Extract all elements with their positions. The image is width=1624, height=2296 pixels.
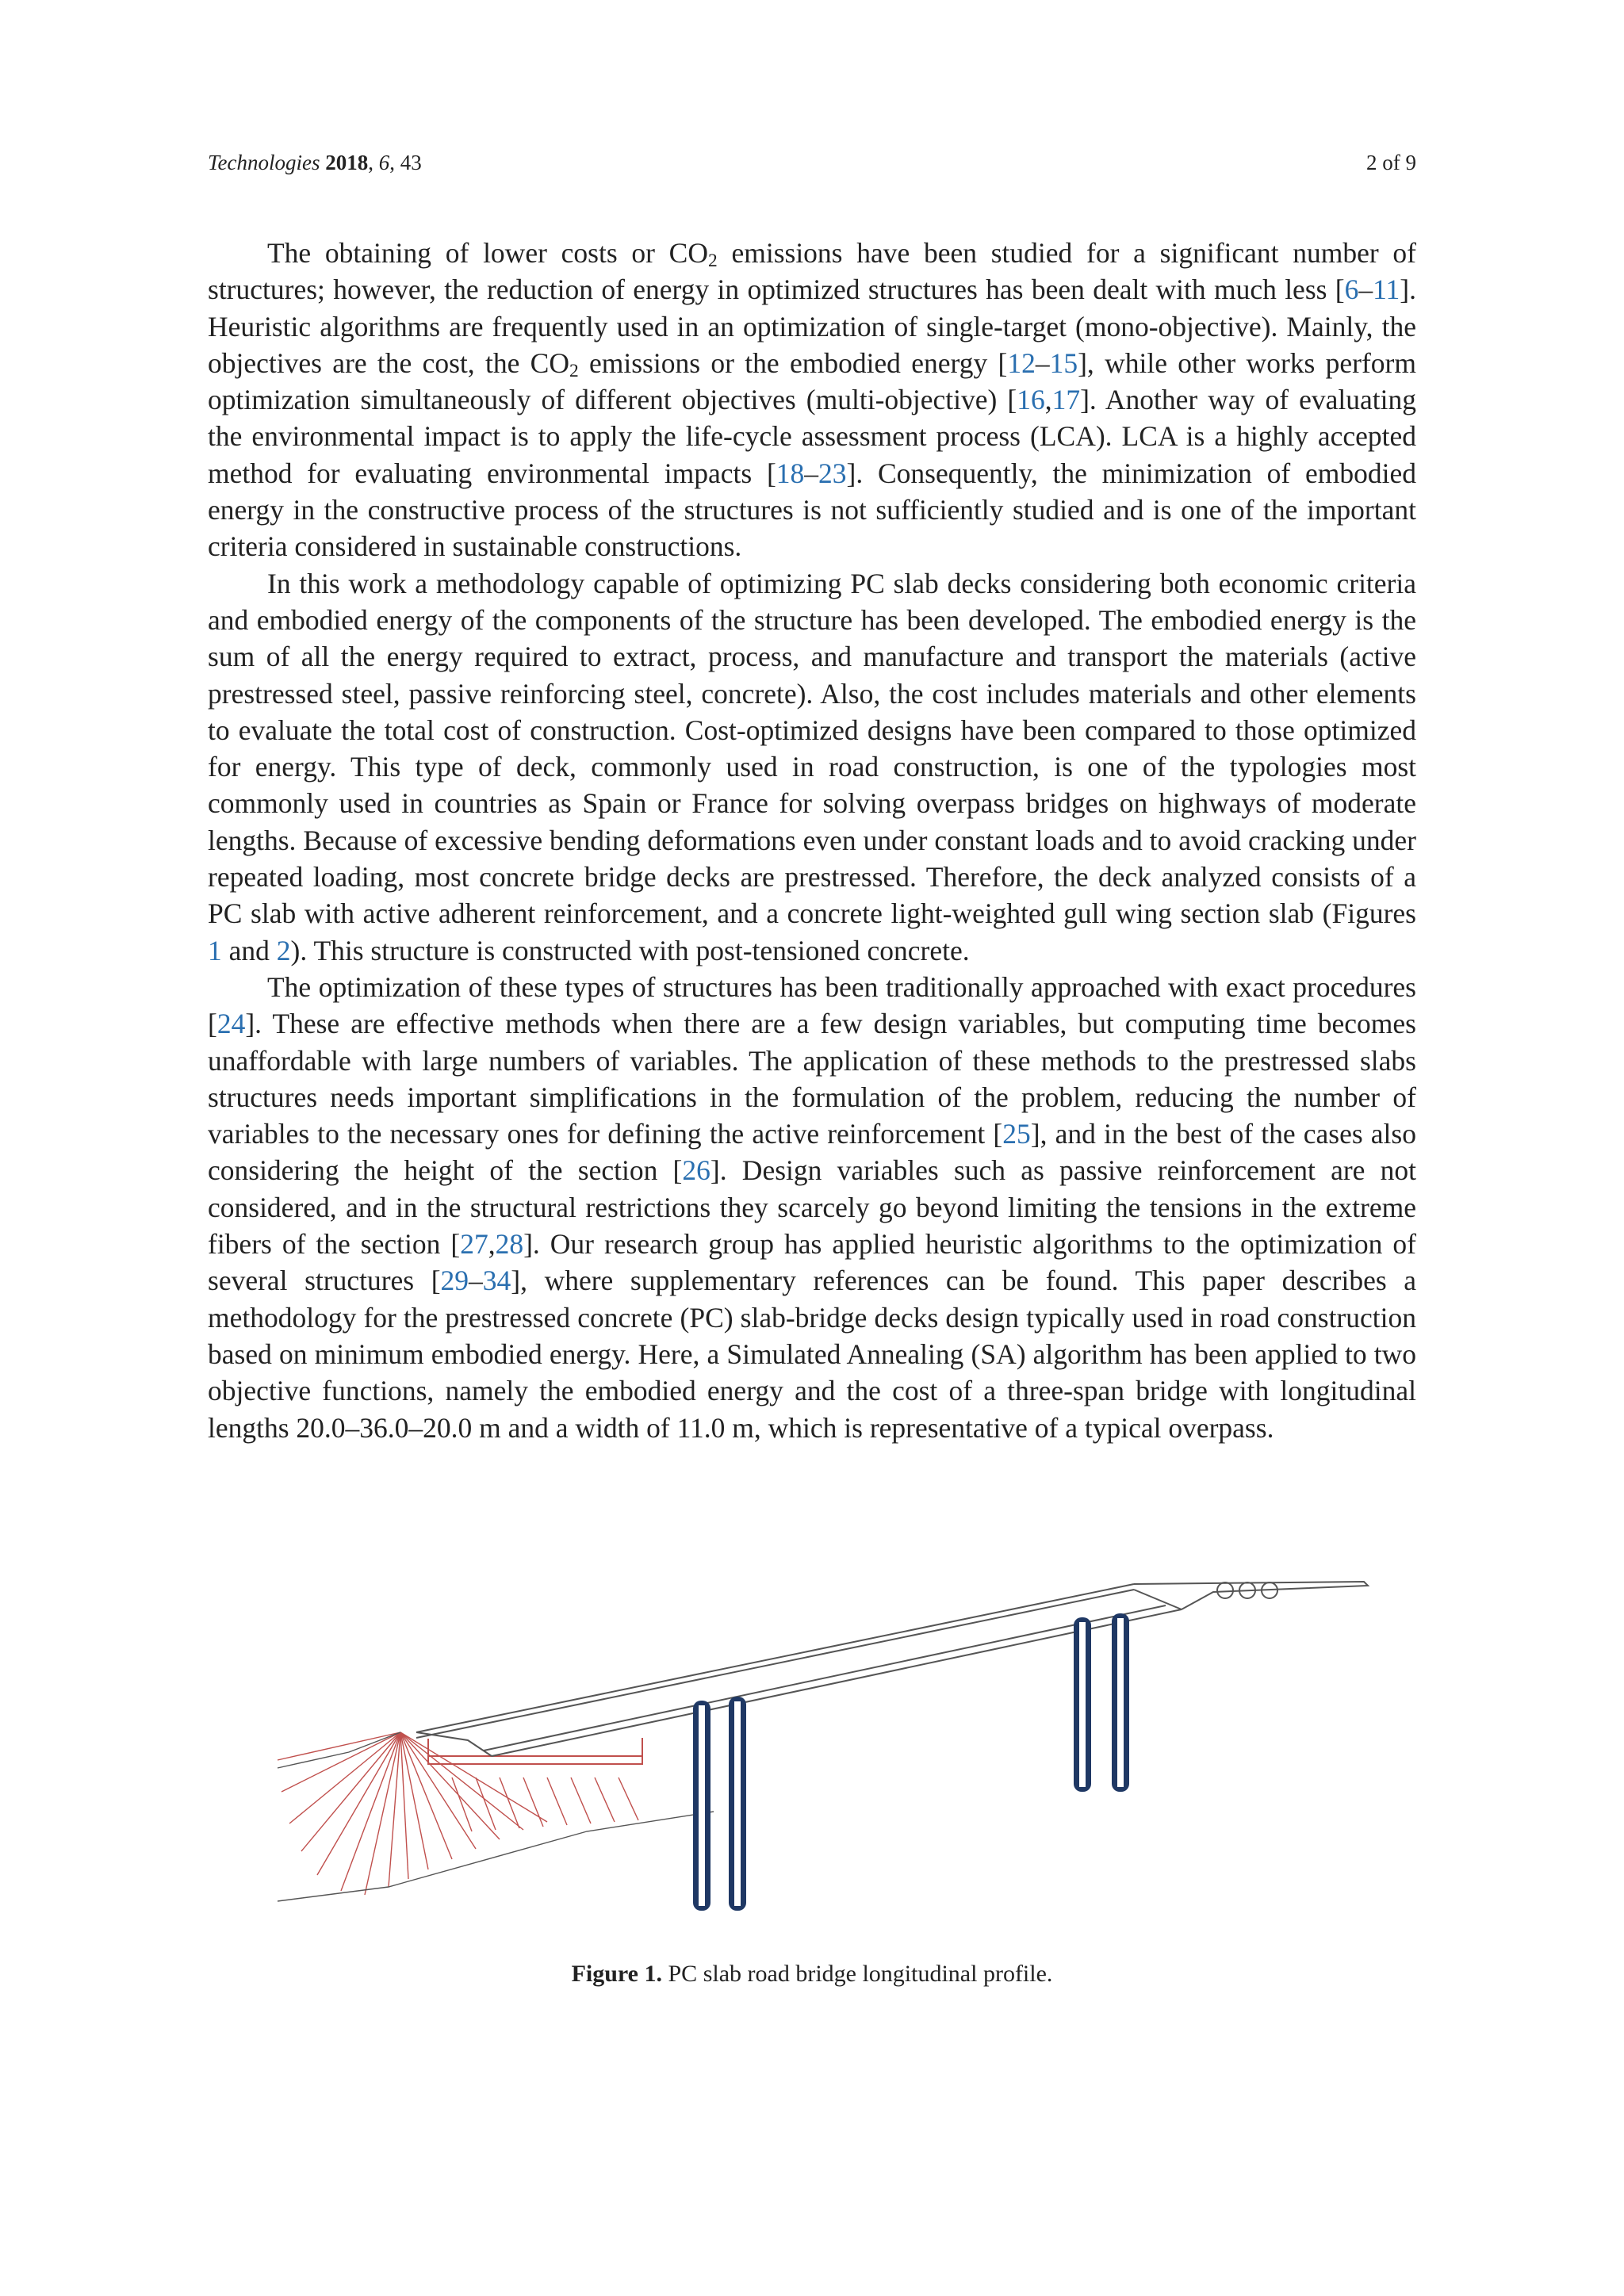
citation-link[interactable]: 15 — [1049, 346, 1078, 379]
citation-link[interactable]: 29 — [440, 1265, 469, 1297]
figure-caption-text: PC slab road bridge longitudinal profile. — [668, 1961, 1053, 1987]
text-run: emissions have been studied for a significant number of structures; however, the reduction of energy in optimized structures has been dealt with much less [ — [208, 237, 1416, 306]
bridge-deck — [416, 1582, 1368, 1756]
text-run: ], where supplementary references can be found. This paper describes a methodology for the prestressed concrete (PC) slab-bridge decks design typically used in road construction based on minimum embodied energy. Here, a Simulated Annealing (SA) algorithm has been applied to two objective functions, namely the embodied energy and the cost of a three-span bridge with longitudinal lengths 20.0–36.0–20.0 m and a width of 11.0 m, which is representative of a typical overpass. — [208, 1265, 1416, 1444]
embankment-ground — [278, 1732, 714, 1901]
text-run: , — [488, 1228, 496, 1261]
hatch-line — [278, 1732, 400, 1760]
text-run: The optimization of these types of structures has been traditionally approached with exact procedures [ — [208, 970, 1416, 1040]
citation-link[interactable]: 25 — [1002, 1118, 1031, 1150]
citation-link[interactable]: 2 — [276, 934, 291, 966]
text-run: ]. Heuristic algorithms are frequently used in an optimization of single-target (mono-objective). Mainly, the objectives are the cost, the CO — [208, 274, 1416, 379]
subscript: 2 — [569, 361, 579, 382]
deck-top-line — [416, 1584, 1134, 1732]
pier-highlight — [734, 1701, 741, 1906]
bridge-profile-drawing — [270, 1570, 1380, 1942]
hatch-line — [400, 1732, 523, 1830]
citation-link[interactable]: 12 — [1007, 346, 1036, 379]
pier-highlight — [699, 1705, 705, 1906]
pier-highlight — [1079, 1622, 1086, 1787]
figure-1 — [270, 1570, 1380, 1942]
hatch-line — [400, 1732, 452, 1859]
figure-label: Figure 1. — [571, 1961, 662, 1987]
paragraph — [208, 235, 1416, 565]
hatch-line — [452, 1777, 472, 1831]
hatch-line — [400, 1732, 500, 1839]
ground-bottom-line — [278, 1812, 714, 1901]
text-run: – — [1035, 346, 1050, 379]
text-run: ). This structure is constructed with post-tensioned concrete. — [290, 934, 970, 966]
text-run: – — [804, 457, 819, 489]
page-header — [208, 151, 1416, 175]
bridge-piers — [693, 1613, 1129, 1911]
text-run: ]. These are effective methods when there are a few design variables, but computing time becomes unaffordable with large numbers of variables. The application of these methods to the prestressed slabs structures needs important simplifications in the formulation of the problem, reducing the number of variables to the necessary ones for defining the active reinforcement [ — [208, 1008, 1416, 1150]
deck-section-end — [1134, 1582, 1368, 1609]
hatch-line — [476, 1777, 496, 1830]
text-run: – — [469, 1265, 483, 1297]
text-run: ], and in the best of the cases also considering the height of the section [ — [208, 1118, 1416, 1187]
subscript: 2 — [708, 251, 718, 272]
citation-link[interactable]: 26 — [682, 1154, 710, 1187]
text-run: ]. Consequently, the minimization of embodied energy in the constructive process of the structures is not sufficiently studied and is one of the important criteria considered in sustainable constructions. — [208, 457, 1416, 563]
citation-link[interactable]: 1 — [208, 934, 222, 966]
abutment — [428, 1738, 642, 1764]
hatch-line — [523, 1777, 543, 1827]
hatch-line — [389, 1732, 400, 1887]
text-run: ]. Our research group has applied heuristic algorithms to the optimization of several structures [ — [208, 1228, 1416, 1297]
text-run: emissions or the embodied energy [ — [578, 346, 1008, 379]
journal-citation: Technologies 2018, 6, 43 — [208, 151, 422, 174]
journal-volume: 6 — [378, 151, 390, 174]
citation-link[interactable]: 6 — [1344, 274, 1359, 306]
page-number: 2 of 9 — [1366, 151, 1416, 174]
citation-link[interactable]: 17 — [1051, 384, 1081, 416]
citation-link[interactable]: 27 — [460, 1228, 488, 1261]
hatch-line — [400, 1732, 547, 1822]
hatch-line — [595, 1777, 615, 1822]
citation-link[interactable]: 34 — [482, 1265, 511, 1297]
journal-year: 2018 — [325, 151, 369, 174]
void-circle — [1217, 1582, 1233, 1598]
text-run: , — [1044, 384, 1052, 416]
citation-link[interactable]: 18 — [776, 457, 805, 489]
deck-bottom-line — [484, 1605, 1166, 1751]
abutment-outline — [428, 1738, 642, 1764]
citation-link[interactable]: 23 — [818, 457, 847, 489]
text-run: and — [221, 934, 277, 966]
text-run: In this work a methodology capable of optimizing PC slab decks considering both economic criteria and embodied energy of the components of the structure has been developed. The embodied energy is the sum of all the energy required to extract, process, and manufacture and transport the materials (active prestressed steel, passive reinforcing steel, concrete). Also, the cost includes materials and other elements to evaluate the total cost of construction. Cost-optimized designs have been compared to those optimized for energy. This type of deck, commonly used in road construction, is one of the typologies most commonly used in countries as Spain or France for solving overpass bridges on highways of moderate lengths. Because of excessive bending deformations even under constant loads and to avoid cracking under repeated loading, most concrete bridge decks are prestressed. Therefore, the deck analyzed consists of a PC slab with active adherent reinforcement, and a concrete light-weighted gull wing section slab (Figures — [208, 567, 1416, 930]
text-run: ]. Another way of evaluating the environmental impact is to apply the life-cycle assessment process (LCA). LCA is a highly accepted method for evaluating environmental impacts [ — [208, 384, 1417, 489]
figure-caption — [208, 1961, 1416, 1988]
article-number: 43 — [400, 151, 422, 174]
journal-name: Technologies — [208, 151, 320, 174]
text-run: ], while other works perform optimization simultaneously of different objectives (multi-objective) [ — [208, 346, 1416, 416]
pier-highlight — [1117, 1618, 1124, 1787]
hatch-line — [301, 1732, 400, 1851]
citation-link[interactable]: 11 — [1373, 274, 1400, 306]
paragraph — [208, 565, 1416, 969]
citation-link[interactable]: 16 — [1017, 384, 1045, 416]
hatch-line — [619, 1777, 638, 1820]
hatch-line — [571, 1777, 591, 1823]
deck-top-line-2 — [416, 1590, 1134, 1738]
citation-link[interactable]: 28 — [495, 1228, 524, 1261]
paragraph — [208, 969, 1416, 1446]
text-run: The obtaining of lower costs or CO — [267, 237, 708, 269]
hatch-line — [547, 1777, 567, 1825]
text-run: ]. Design variables such as passive reinforcement are not considered, and in the structural restrictions they scarcely go beyond limiting the tensions in the extreme fibers of the section [ — [208, 1154, 1416, 1261]
text-run: – — [1358, 274, 1373, 306]
body-text — [208, 235, 1416, 1446]
citation-link[interactable]: 24 — [216, 1008, 246, 1040]
